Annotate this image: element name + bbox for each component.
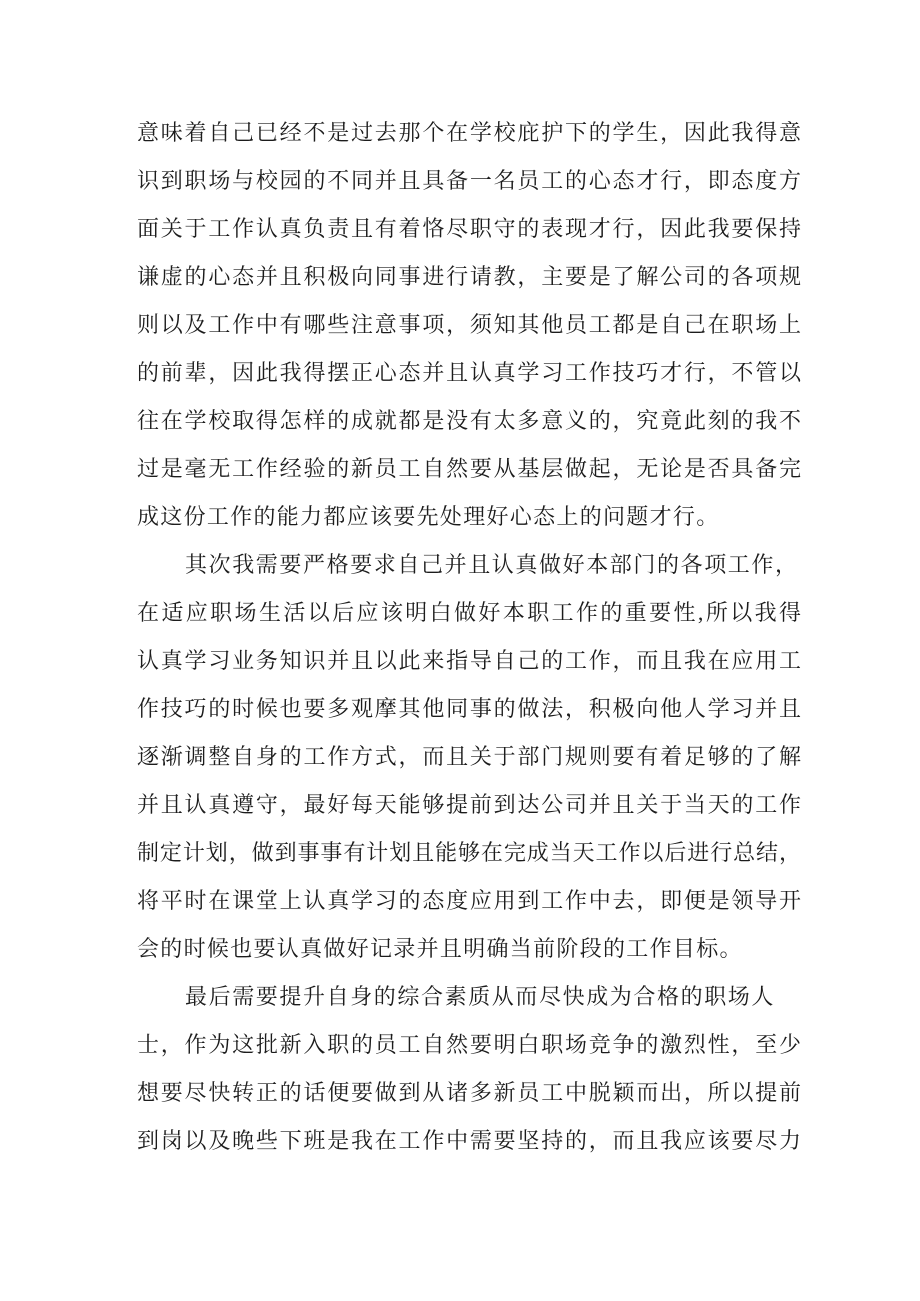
paragraph-3-line: 想要尽快转正的话便要做到从诸多新员工中脱颖而出，所以提前 xyxy=(137,1080,801,1105)
paragraph-2-line: 认真学习业务知识并且以此来指导自己的工作，而且我在应用工 xyxy=(137,648,801,673)
paragraph-1-line: 谦虚的心态并且积极向同事进行请教，主要是了解公司的各项规 xyxy=(137,264,801,289)
paragraph-2-line: 其次我需要严格要求自己并且认真做好本部门的各项工作， xyxy=(185,552,799,577)
paragraph-3-line: 到岗以及晚些下班是我在工作中需要坚持的，而且我应该要尽力 xyxy=(137,1128,801,1153)
body-text xyxy=(137,109,801,1165)
paragraph-3-line: 士，作为这批新入职的员工自然要明白职场竞争的激烈性，至少 xyxy=(137,1032,801,1057)
paragraph-2-line: 并且认真遵守，最好每天能够提前到达公司并且关于当天的工作 xyxy=(137,792,801,817)
paragraph-1-line: 过是毫无工作经验的新员工自然要从基层做起，无论是否具备完 xyxy=(137,456,801,481)
paragraph-2-line: 逐渐调整自身的工作方式，而且关于部门规则要有着足够的了解 xyxy=(137,744,801,769)
paragraph-2-line: 制定计划，做到事事有计划且能够在完成当天工作以后进行总结， xyxy=(137,840,801,865)
paragraph-1-line: 意味着自己已经不是过去那个在学校庇护下的学生，因此我得意 xyxy=(137,120,801,145)
paragraph-1-line: 成这份工作的能力都应该要先处理好心态上的问题才行。 xyxy=(137,504,720,529)
paragraph-1-line: 往在学校取得怎样的成就都是没有太多意义的，究竟此刻的我不 xyxy=(137,408,801,433)
paragraph-3-line: 最后需要提升自身的综合素质从而尽快成为合格的职场人 xyxy=(185,984,776,1009)
paragraph-1-line: 的前辈，因此我得摆正心态并且认真学习工作技巧才行，不管以 xyxy=(137,360,801,385)
paragraph-2-line: 会的时候也要认真做好记录并且明确当前阶段的工作目标。 xyxy=(137,936,743,961)
paragraph-1-line: 面关于工作认真负责且有着恪尽职守的表现才行，因此我要保持 xyxy=(137,216,801,241)
paragraph-2-line: 在适应职场生活以后应该明白做好本职工作的重要性,所以我得 xyxy=(137,600,801,625)
paragraph-1-line: 则以及工作中有哪些注意事项，须知其他员工都是自己在职场上 xyxy=(137,312,801,337)
paragraph-2-line: 作技巧的时候也要多观摩其他同事的做法，积极向他人学习并且 xyxy=(137,696,801,721)
paragraph-1-line: 识到职场与校园的不同并且具备一名员工的心态才行，即态度方 xyxy=(137,168,801,193)
paragraph-2-line: 将平时在课堂上认真学习的态度应用到工作中去，即便是领导开 xyxy=(137,888,801,913)
